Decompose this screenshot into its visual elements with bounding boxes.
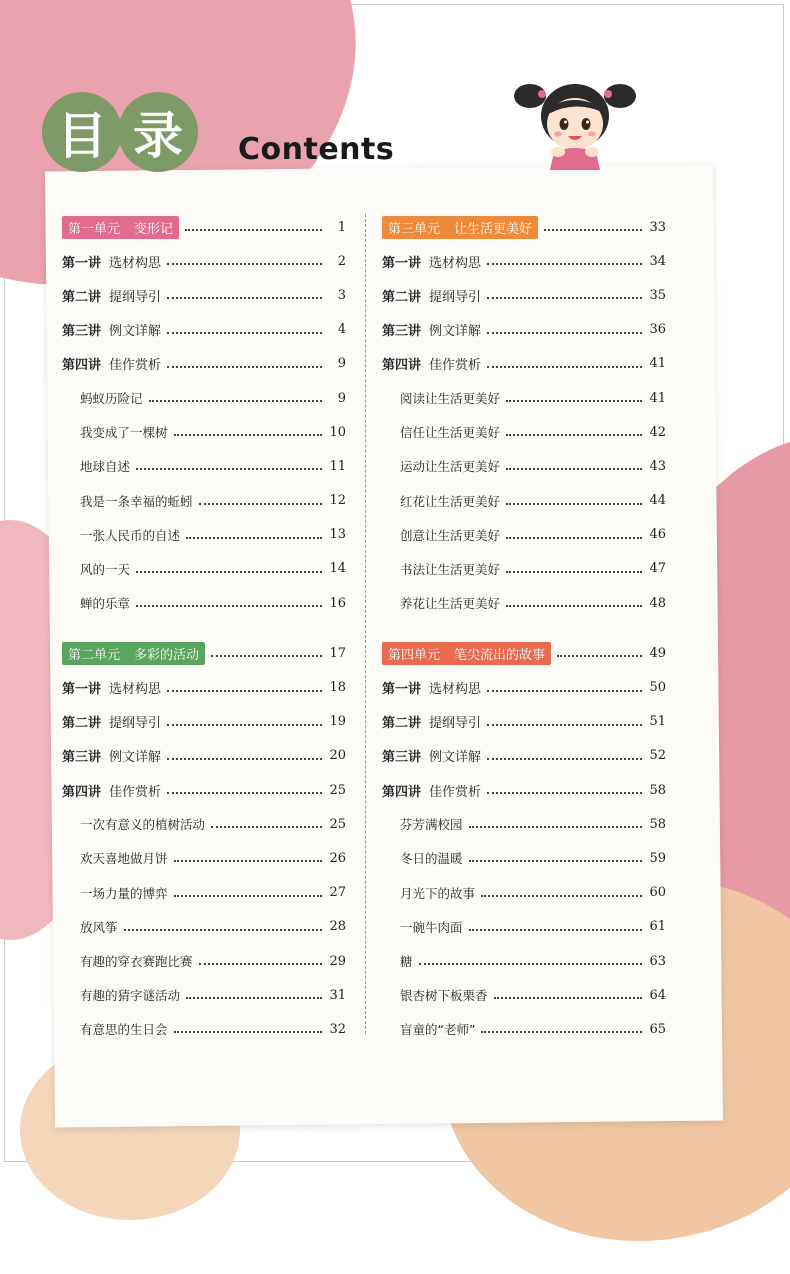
lecture-name: 佳作赏析 — [109, 358, 162, 374]
essay-title: 信任让生活更美好 — [400, 425, 501, 441]
page-number: 2 — [337, 253, 346, 269]
leader-dots — [186, 997, 322, 999]
essay-title: 蚂蚁历险记 — [80, 391, 143, 407]
page-number: 19 — [329, 714, 346, 730]
page-number: 41 — [649, 390, 666, 406]
lecture-number: 第二讲 — [62, 289, 102, 305]
leader-dots — [149, 400, 322, 402]
lecture-row[interactable] — [62, 705, 346, 739]
essay-row[interactable] — [62, 841, 346, 875]
page-number: 42 — [649, 424, 666, 440]
leader-dots — [506, 605, 642, 607]
leader-dots — [506, 434, 642, 436]
leader-dots — [487, 297, 642, 299]
leader-dots — [506, 503, 642, 505]
essay-row[interactable] — [382, 381, 666, 415]
page-number: 9 — [337, 356, 346, 372]
leader-dots — [167, 690, 322, 692]
page-number: 48 — [649, 595, 666, 611]
unit-row[interactable] — [382, 210, 666, 244]
lecture-name: 佳作赏析 — [429, 784, 482, 800]
essay-title: 红花让生活更美好 — [400, 493, 501, 509]
essay-row[interactable] — [62, 910, 346, 944]
page-number: 31 — [329, 987, 346, 1003]
lecture-number: 第一讲 — [382, 682, 422, 698]
page-number: 64 — [649, 987, 666, 1003]
essay-title: 我是一条幸福的蚯蚓 — [80, 493, 193, 509]
toc-right-column — [382, 210, 666, 1047]
essay-row[interactable] — [62, 552, 346, 586]
essay-row[interactable] — [62, 944, 346, 978]
page-number: 10 — [329, 424, 346, 440]
lecture-number: 第一讲 — [382, 255, 422, 271]
lecture-number: 第四讲 — [382, 784, 422, 800]
lecture-number: 第二讲 — [62, 716, 102, 732]
lecture-row[interactable] — [382, 773, 666, 807]
cartoon-girl-icon — [510, 74, 640, 174]
section-spacer — [62, 620, 346, 636]
essay-title: 书法让生活更美好 — [400, 561, 501, 577]
lecture-name: 选材构思 — [109, 255, 162, 271]
lecture-row[interactable] — [62, 244, 346, 278]
essay-title: 一碗牛肉面 — [400, 919, 463, 935]
essay-row[interactable] — [62, 381, 346, 415]
lecture-row[interactable] — [62, 773, 346, 807]
essay-row[interactable] — [62, 978, 346, 1012]
leader-dots — [419, 963, 642, 965]
essay-title: 阅读让生活更美好 — [400, 391, 501, 407]
leader-dots — [481, 1031, 642, 1033]
leader-dots — [167, 297, 322, 299]
page-number: 18 — [329, 680, 346, 696]
unit-row[interactable] — [62, 210, 346, 244]
page-number: 49 — [649, 645, 666, 661]
leader-dots — [487, 758, 642, 760]
page-number: 35 — [649, 287, 666, 303]
essay-row[interactable] — [382, 876, 666, 910]
essay-row[interactable] — [382, 841, 666, 875]
page-number: 14 — [329, 561, 346, 577]
page-number: 43 — [649, 458, 666, 474]
lecture-number: 第一讲 — [62, 255, 102, 271]
lecture-row[interactable] — [62, 313, 346, 347]
page-number: 9 — [337, 390, 346, 406]
unit-number: 第四单元 — [388, 647, 441, 663]
essay-title: 有意思的生日会 — [80, 1022, 168, 1038]
essay-title: 一次有意义的植树活动 — [80, 817, 206, 833]
unit-row[interactable] — [382, 636, 666, 670]
page-number: 44 — [649, 493, 666, 509]
lecture-name: 例文详解 — [429, 324, 482, 340]
lecture-number: 第一讲 — [62, 682, 102, 698]
lecture-number: 第二讲 — [382, 716, 422, 732]
leader-dots — [199, 963, 322, 965]
essay-row[interactable] — [382, 944, 666, 978]
page-number: 26 — [329, 850, 346, 866]
lecture-name: 提纲导引 — [429, 716, 482, 732]
essay-row[interactable] — [382, 978, 666, 1012]
leader-dots — [186, 537, 322, 539]
page-number: 46 — [649, 527, 666, 543]
essay-title: 我变成了一棵树 — [80, 425, 168, 441]
lecture-row[interactable] — [382, 705, 666, 739]
lecture-name: 例文详解 — [429, 750, 482, 766]
lecture-row[interactable] — [382, 244, 666, 278]
unit-row[interactable] — [62, 636, 346, 670]
unit-number: 第三单元 — [388, 221, 441, 237]
essay-row[interactable] — [382, 807, 666, 841]
essay-title: 一张人民币的自述 — [80, 527, 181, 543]
essay-title: 芬芳满校园 — [400, 817, 463, 833]
leader-dots — [469, 929, 642, 931]
lecture-number: 第四讲 — [62, 784, 102, 800]
essay-title: 糖 — [400, 954, 413, 970]
lecture-row[interactable] — [62, 739, 346, 773]
essay-title: 创意让生活更美好 — [400, 527, 501, 543]
essay-title: 放风筝 — [80, 919, 118, 935]
essay-title: 盲童的“老师” — [400, 1022, 476, 1038]
leader-dots — [506, 468, 642, 470]
leader-dots — [481, 895, 642, 897]
page-number: 51 — [649, 714, 666, 730]
page-number: 33 — [649, 219, 666, 235]
page-number: 50 — [649, 680, 666, 696]
leader-dots — [557, 655, 642, 657]
leader-dots — [167, 724, 322, 726]
page-number: 1 — [337, 219, 346, 235]
lecture-number: 第三讲 — [382, 324, 422, 340]
leader-dots — [211, 655, 322, 657]
lecture-name: 例文详解 — [109, 324, 162, 340]
essay-row[interactable] — [62, 415, 346, 449]
essay-row[interactable] — [382, 449, 666, 483]
page-number: 41 — [649, 356, 666, 372]
essay-row[interactable] — [62, 518, 346, 552]
leader-dots — [167, 332, 322, 334]
leader-dots — [167, 366, 322, 368]
leader-dots — [211, 826, 322, 828]
lecture-number: 第四讲 — [382, 358, 422, 374]
lecture-name: 提纲导引 — [109, 716, 162, 732]
lecture-row[interactable] — [62, 670, 346, 704]
essay-row[interactable] — [62, 807, 346, 841]
page-number: 60 — [649, 885, 666, 901]
essay-title: 冬日的温暖 — [400, 851, 463, 867]
page-number: 32 — [329, 1021, 346, 1037]
unit-tag — [62, 642, 205, 665]
page-number: 63 — [649, 953, 666, 969]
essay-row[interactable] — [382, 415, 666, 449]
leader-dots — [487, 366, 642, 368]
leader-dots — [185, 229, 322, 231]
leader-dots — [506, 571, 642, 573]
title-char-1: 目 — [42, 92, 122, 172]
unit-tag — [382, 216, 538, 239]
contents-heading: Contents — [238, 132, 395, 167]
essay-row[interactable] — [62, 449, 346, 483]
lecture-name: 佳作赏析 — [109, 784, 162, 800]
page-number: 58 — [649, 816, 666, 832]
leader-dots — [174, 1031, 322, 1033]
toc-left-column — [62, 210, 346, 1047]
essay-row[interactable] — [382, 552, 666, 586]
leader-dots — [199, 503, 322, 505]
leader-dots — [469, 860, 642, 862]
essay-title: 银杏树下板栗香 — [400, 988, 488, 1004]
lecture-name: 例文详解 — [109, 750, 162, 766]
leader-dots — [174, 860, 322, 862]
page-number: 28 — [329, 919, 346, 935]
lecture-row[interactable] — [382, 739, 666, 773]
leader-dots — [469, 826, 642, 828]
unit-number: 第二单元 — [68, 647, 121, 663]
page-number: 16 — [329, 595, 346, 611]
page-number: 59 — [649, 850, 666, 866]
lecture-row[interactable] — [382, 670, 666, 704]
page-number: 4 — [337, 322, 346, 338]
lecture-name: 选材构思 — [429, 682, 482, 698]
page-number: 34 — [649, 253, 666, 269]
essay-row[interactable] — [62, 586, 346, 620]
section-spacer — [382, 620, 666, 636]
lecture-number: 第二讲 — [382, 289, 422, 305]
unit-name: 笔尖流出的故事 — [454, 647, 546, 663]
essay-row[interactable] — [382, 910, 666, 944]
essay-title: 有趣的穿衣赛跑比赛 — [80, 954, 193, 970]
leader-dots — [167, 758, 322, 760]
leader-dots — [487, 263, 642, 265]
leader-dots — [487, 724, 642, 726]
essay-row[interactable] — [62, 484, 346, 518]
leader-dots — [494, 997, 642, 999]
essay-row[interactable] — [382, 1012, 666, 1046]
essay-title: 有趣的猜字谜活动 — [80, 988, 181, 1004]
leader-dots — [506, 400, 642, 402]
essay-row[interactable] — [62, 1012, 346, 1046]
essay-title: 月光下的故事 — [400, 885, 476, 901]
essay-title: 蝉的乐章 — [80, 596, 131, 612]
lecture-row[interactable] — [62, 278, 346, 312]
lecture-name: 提纲导引 — [109, 289, 162, 305]
lecture-row[interactable] — [382, 347, 666, 381]
leader-dots — [506, 537, 642, 539]
lecture-name: 提纲导引 — [429, 289, 482, 305]
lecture-number: 第三讲 — [62, 750, 102, 766]
unit-name: 多彩的活动 — [134, 647, 200, 663]
page-number: 36 — [649, 322, 666, 338]
leader-dots — [124, 929, 322, 931]
unit-tag — [62, 216, 179, 239]
essay-title: 风的一天 — [80, 561, 131, 577]
unit-name: 变形记 — [134, 221, 174, 237]
leader-dots — [174, 895, 322, 897]
lecture-row[interactable] — [382, 278, 666, 312]
lecture-name: 选材构思 — [429, 255, 482, 271]
essay-row[interactable] — [382, 518, 666, 552]
page-number: 29 — [329, 953, 346, 969]
page-number: 61 — [649, 919, 666, 935]
essay-title: 一场力量的博弈 — [80, 885, 168, 901]
page-number: 11 — [329, 458, 346, 474]
page-title — [42, 92, 194, 172]
page-number: 25 — [329, 816, 346, 832]
lecture-name: 佳作赏析 — [429, 358, 482, 374]
page-number: 13 — [329, 527, 346, 543]
essay-row[interactable] — [382, 586, 666, 620]
essay-title: 运动让生活更美好 — [400, 459, 501, 475]
page-number: 17 — [329, 645, 346, 661]
page-number: 20 — [329, 748, 346, 764]
lecture-number: 第三讲 — [62, 324, 102, 340]
page-number: 52 — [649, 748, 666, 764]
lecture-number: 第四讲 — [62, 358, 102, 374]
unit-name: 让生活更美好 — [454, 221, 533, 237]
leader-dots — [487, 332, 642, 334]
leader-dots — [487, 690, 642, 692]
leader-dots — [167, 263, 322, 265]
essay-title: 地球自述 — [80, 459, 131, 475]
leader-dots — [136, 605, 322, 607]
unit-number: 第一单元 — [68, 221, 121, 237]
leader-dots — [136, 571, 322, 573]
unit-tag — [382, 642, 551, 665]
lecture-row[interactable] — [62, 347, 346, 381]
leader-dots — [136, 468, 322, 470]
page-number: 12 — [329, 493, 346, 509]
page-number: 58 — [649, 782, 666, 798]
leader-dots — [544, 229, 642, 231]
page-number: 3 — [337, 287, 346, 303]
essay-title: 欢天喜地做月饼 — [80, 851, 168, 867]
page-number: 25 — [329, 782, 346, 798]
essay-row[interactable] — [382, 484, 666, 518]
leader-dots — [487, 792, 642, 794]
essay-title: 养花让生活更美好 — [400, 596, 501, 612]
lecture-row[interactable] — [382, 313, 666, 347]
page-number: 65 — [649, 1021, 666, 1037]
leader-dots — [167, 792, 322, 794]
title-char-2: 录 — [118, 92, 198, 172]
lecture-number: 第三讲 — [382, 750, 422, 766]
page-number: 27 — [329, 885, 346, 901]
lecture-name: 选材构思 — [109, 682, 162, 698]
essay-row[interactable] — [62, 876, 346, 910]
leader-dots — [174, 434, 322, 436]
page-number: 47 — [649, 561, 666, 577]
column-divider — [365, 214, 366, 1034]
